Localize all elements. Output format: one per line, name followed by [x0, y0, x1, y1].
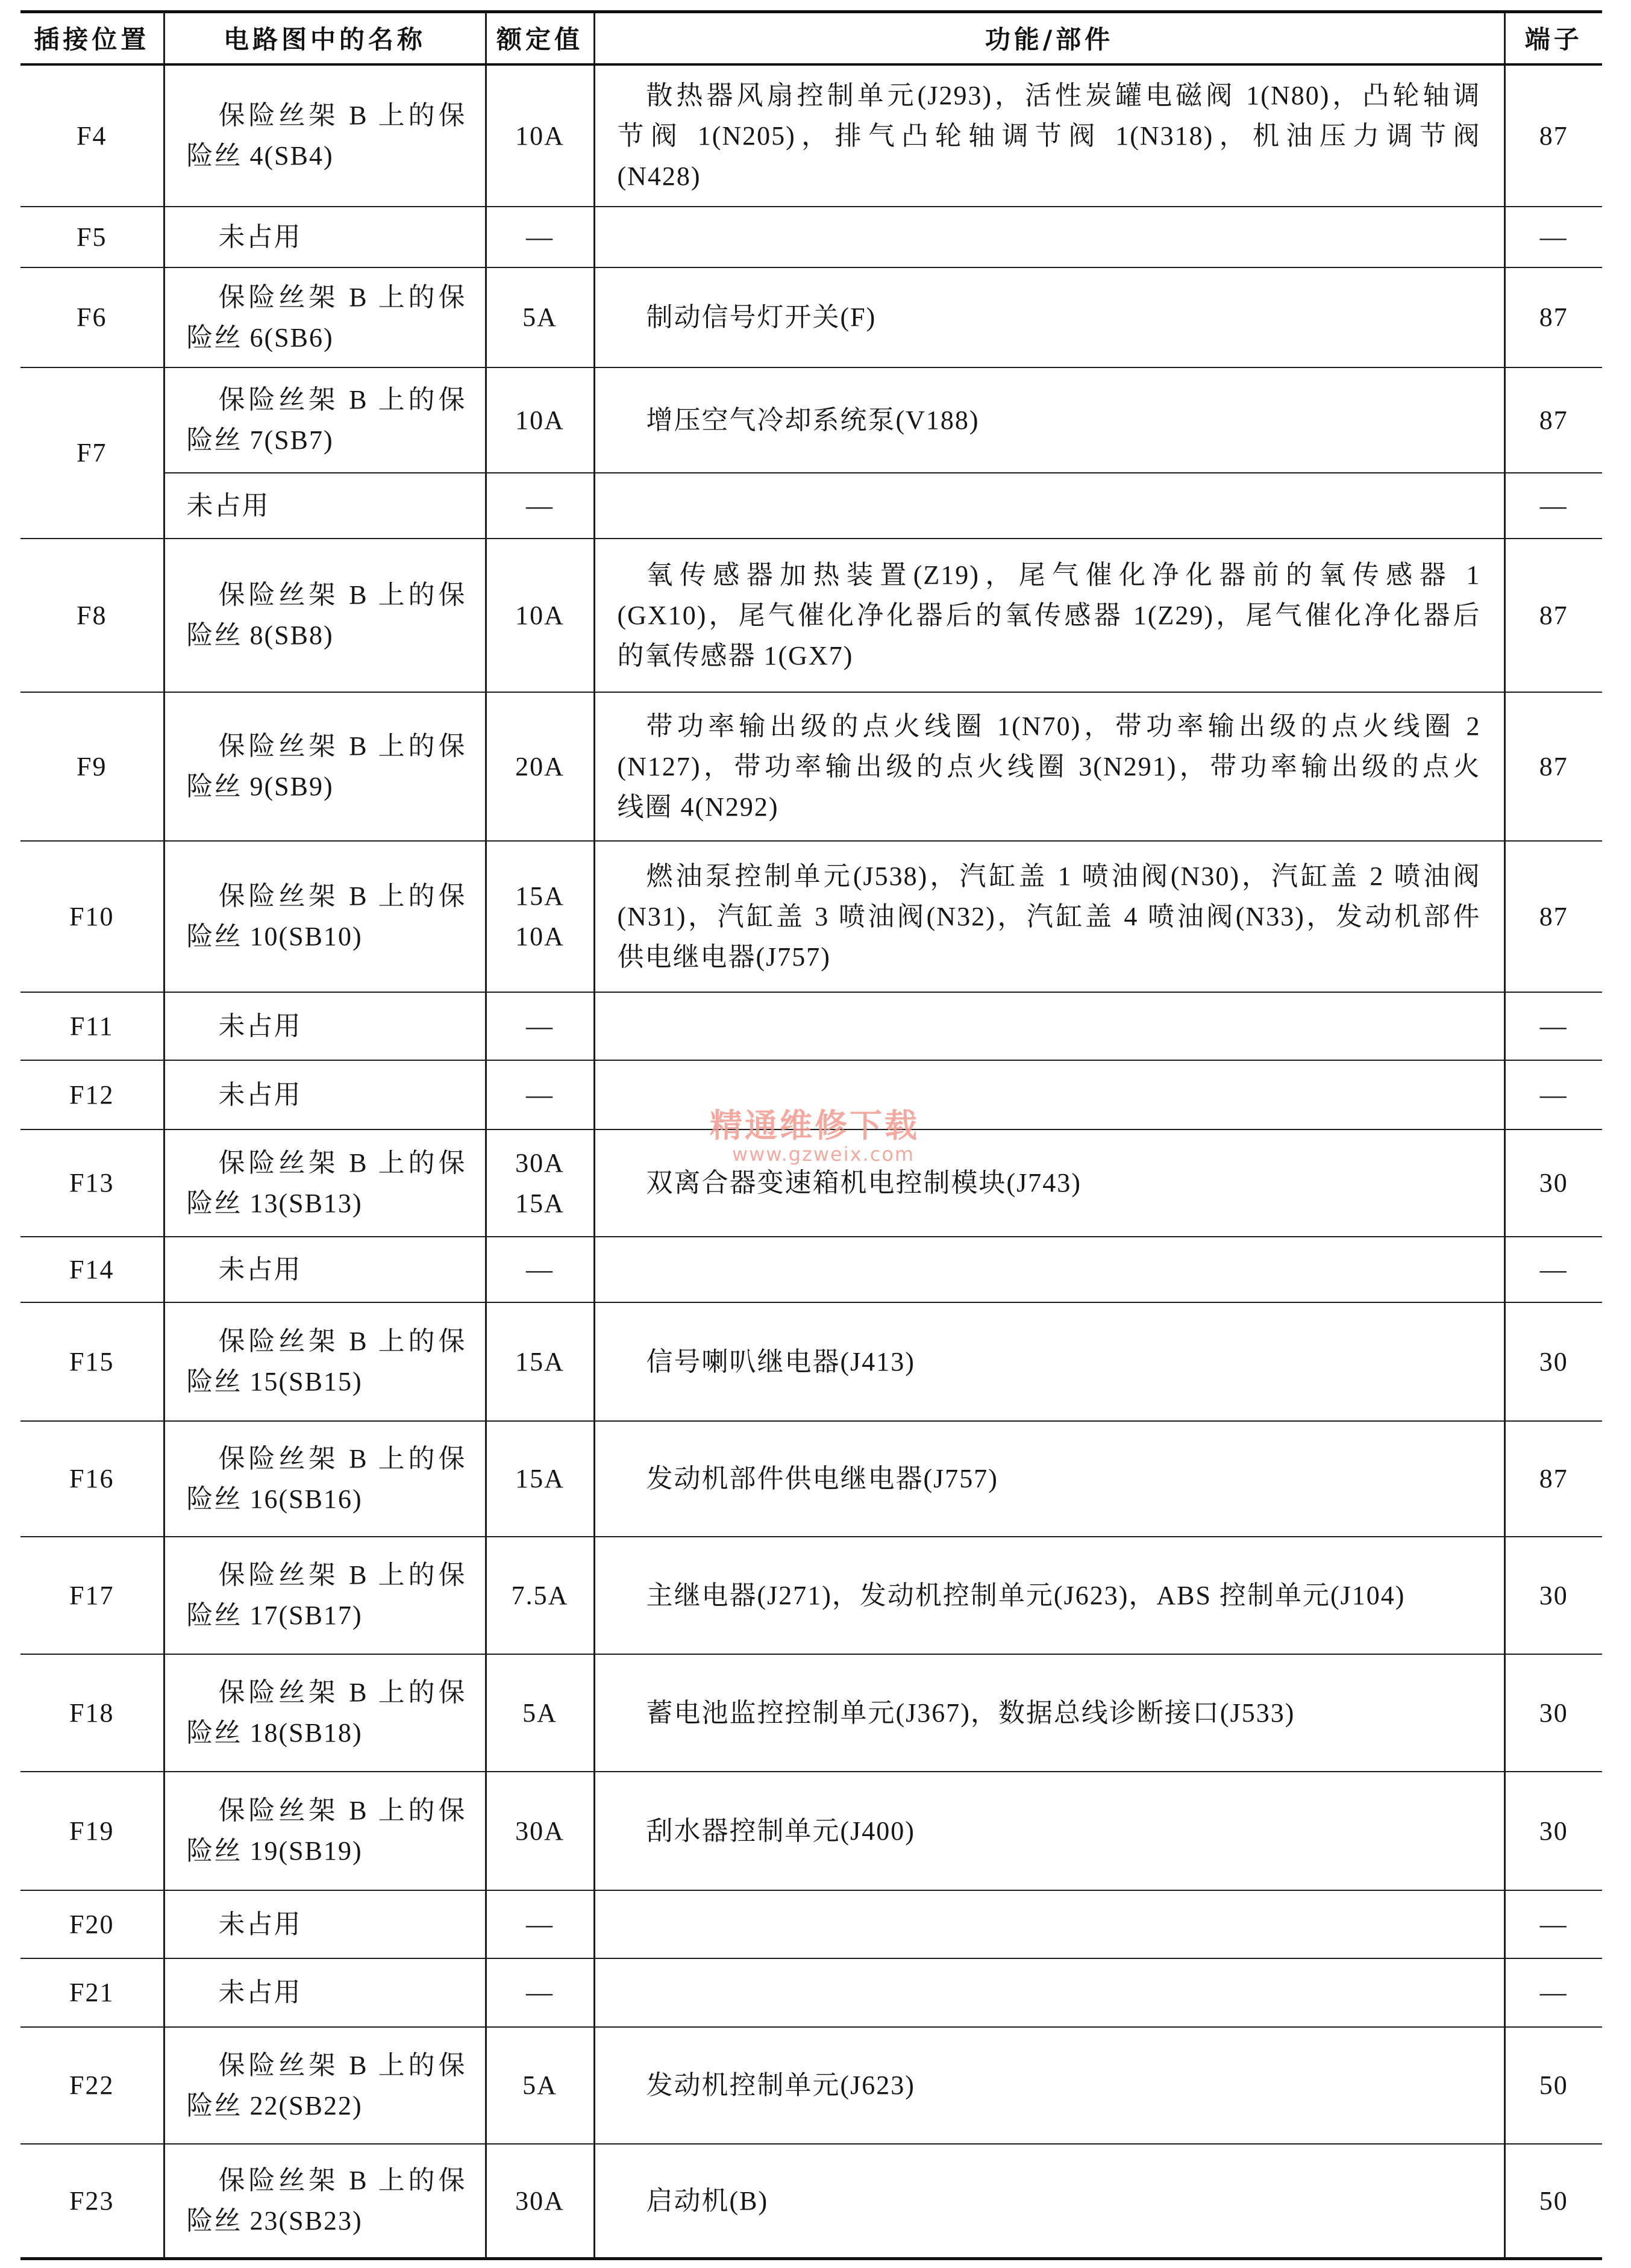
- rating-value: 30A: [515, 1816, 565, 1846]
- position-cell: F22: [20, 2027, 164, 2144]
- rating-cell: [486, 1060, 594, 1129]
- rating-cell: [486, 841, 594, 992]
- rating-cell: [486, 267, 594, 367]
- rating-cell: [486, 1772, 594, 1890]
- rating-cell: [486, 692, 594, 841]
- function-cell: [594, 2144, 1504, 2259]
- fuse-row-f18: [20, 1654, 1602, 1772]
- terminal-cell: 30: [1504, 1654, 1602, 1772]
- function-cell: [594, 1958, 1504, 2027]
- name-line: 保险丝架 B 上的保: [218, 2166, 466, 2196]
- name-cell: [164, 1654, 486, 1772]
- terminal-cell: —: [1504, 1958, 1602, 2027]
- name-line: 保险丝架 B 上的保: [218, 282, 466, 312]
- rating-cell: [486, 367, 594, 473]
- name-line: 保险丝架 B 上的保: [218, 1678, 466, 1707]
- function-cell: [594, 1654, 1504, 1772]
- name-line: 险丝 16(SB16): [186, 1484, 363, 1514]
- rating-cell: [486, 1237, 594, 1302]
- header-rating: 额定值: [486, 12, 594, 64]
- fuse-row-f16: [20, 1421, 1602, 1537]
- terminal-cell: —: [1504, 992, 1602, 1060]
- fuse-row-f14: [20, 1237, 1602, 1302]
- position-cell: F9: [20, 692, 164, 841]
- name-cell: [164, 1237, 486, 1302]
- fuse-row-f10: [20, 841, 1602, 992]
- function-line: 发动机部件供电继电器(J757): [646, 1464, 998, 1493]
- name-cell: [164, 1958, 486, 2027]
- function-cell: [594, 367, 1504, 473]
- name-line: 保险丝架 B 上的保: [218, 2050, 466, 2080]
- header-terminal: 端子: [1504, 12, 1602, 64]
- watermark-title: 精通维修下载: [710, 1106, 919, 1145]
- rating-value: 30A: [515, 1148, 565, 1178]
- name-line: 未占用: [218, 1978, 302, 2007]
- rating-value: 15A: [515, 1188, 565, 1218]
- position-cell: F12: [20, 1060, 164, 1129]
- terminal-cell: 87: [1504, 841, 1602, 992]
- name-cell: [164, 1772, 486, 1890]
- terminal-cell: 87: [1504, 539, 1602, 692]
- rating-cell: [486, 1302, 594, 1421]
- position-cell: F14: [20, 1237, 164, 1302]
- function-cell: [594, 1302, 1504, 1421]
- rating-value: —: [526, 1978, 554, 2007]
- terminal-cell: —: [1504, 473, 1602, 539]
- name-line: 保险丝架 B 上的保: [218, 1796, 466, 1825]
- function-cell: [594, 64, 1504, 207]
- function-cell: [594, 1421, 1504, 1537]
- name-line: 险丝 19(SB19): [186, 1836, 363, 1866]
- name-cell: [164, 539, 486, 692]
- header-function: 功能/部件: [594, 12, 1504, 64]
- name-cell: [164, 992, 486, 1060]
- fuse-row-f22: [20, 2027, 1602, 2144]
- rating-value: —: [526, 222, 554, 252]
- fuse-row-f6: [20, 267, 1602, 367]
- name-cell: [164, 267, 486, 367]
- function-cell: [594, 473, 1504, 539]
- function-cell: [594, 992, 1504, 1060]
- rating-value: 5A: [522, 2070, 557, 2100]
- rating-value: 30A: [515, 2185, 565, 2216]
- function-line: 蓄电池监控控制单元(J367)，数据总线诊断接口(J533): [646, 1698, 1295, 1728]
- fuse-row-f23: [20, 2144, 1602, 2259]
- rating-cell: [486, 2144, 594, 2259]
- function-line: 带功率输出级的点火线圈 1(N70)，带功率输出级的点火线圈 2: [646, 711, 1481, 741]
- fuse-row-f17: [20, 1537, 1602, 1654]
- terminal-cell: —: [1504, 1890, 1602, 1958]
- rating-value: 10A: [515, 922, 565, 951]
- function-cell: [594, 2027, 1504, 2144]
- function-cell: [594, 267, 1504, 367]
- position-cell: F11: [20, 992, 164, 1060]
- terminal-cell: 87: [1504, 64, 1602, 207]
- fuse-row-f9: [20, 692, 1602, 841]
- function-cell: [594, 1237, 1504, 1302]
- function-line: 信号喇叭继电器(J413): [646, 1346, 915, 1376]
- name-line: 险丝 4(SB4): [186, 141, 334, 170]
- name-line: 未占用: [218, 1011, 302, 1041]
- terminal-cell: 87: [1504, 367, 1602, 473]
- function-line: 启动机(B): [646, 2185, 769, 2216]
- terminal-cell: —: [1504, 1237, 1602, 1302]
- name-line: 保险丝架 B 上的保: [218, 1326, 466, 1356]
- rating-value: —: [526, 1079, 554, 1110]
- rating-value: 7.5A: [511, 1580, 569, 1610]
- position-cell: F16: [20, 1421, 164, 1537]
- name-cell: [164, 1129, 486, 1237]
- name-line: 保险丝架 B 上的保: [218, 731, 466, 761]
- name-cell: [164, 1060, 486, 1129]
- name-cell: [164, 1302, 486, 1421]
- function-line: 线圈 4(N292): [617, 792, 779, 822]
- function-line: (N127)，带功率输出级的点火线圈 3(N291)，带功率输出级的点火: [617, 751, 1481, 781]
- name-line: 险丝 6(SB6): [186, 322, 334, 352]
- function-line: 制动信号灯开关(F): [646, 302, 877, 332]
- function-cell: [594, 207, 1504, 267]
- position-cell: F5: [20, 207, 164, 267]
- rating-cell: [486, 1890, 594, 1958]
- rating-cell: [486, 2027, 594, 2144]
- function-line: (GX10)，尾气催化净化器后的氧传感器 1(Z29)，尾气催化净化器后: [617, 600, 1481, 630]
- rating-cell: [486, 1421, 594, 1537]
- rating-value: 10A: [515, 405, 565, 435]
- name-line: 险丝 10(SB10): [186, 922, 363, 951]
- function-cell: [594, 1537, 1504, 1654]
- position-cell: F21: [20, 1958, 164, 2027]
- function-line: 燃油泵控制单元(J538)，汽缸盖 1 喷油阀(N30)，汽缸盖 2 喷油阀: [646, 861, 1481, 891]
- name-line: 险丝 8(SB8): [186, 620, 334, 650]
- function-cell: [594, 539, 1504, 692]
- rating-value: 20A: [515, 751, 565, 781]
- function-cell: [594, 692, 1504, 841]
- fuse-row-f21: [20, 1958, 1602, 2027]
- terminal-cell: 87: [1504, 267, 1602, 367]
- name-line: 保险丝架 B 上的保: [218, 881, 466, 911]
- function-line: 散热器风扇控制单元(J293)，活性炭罐电磁阀 1(N80)，凸轮轴调: [646, 80, 1481, 110]
- function-cell: [594, 1890, 1504, 1958]
- position-cell: F8: [20, 539, 164, 692]
- rating-cell: [486, 1537, 594, 1654]
- function-line: 刮水器控制单元(J400): [646, 1816, 915, 1846]
- rating-value: 15A: [515, 881, 565, 911]
- rating-value: 5A: [522, 302, 557, 332]
- name-line: 保险丝架 B 上的保: [218, 580, 466, 610]
- name-cell: [164, 2144, 486, 2259]
- position-cell: F15: [20, 1302, 164, 1421]
- name-line: 保险丝架 B 上的保: [218, 1443, 466, 1473]
- function-line: (N31)，汽缸盖 3 喷油阀(N32)，汽缸盖 4 喷油阀(N33)，发动机部件: [617, 901, 1481, 931]
- position-cell: F6: [20, 267, 164, 367]
- position-cell: F13: [20, 1129, 164, 1237]
- name-line: 保险丝架 B 上的保: [218, 101, 466, 130]
- name-line: 险丝 23(SB23): [186, 2206, 363, 2236]
- function-line: 发动机控制单元(J623): [646, 2070, 915, 2100]
- terminal-cell: 30: [1504, 1302, 1602, 1421]
- name-line: 未占用: [186, 490, 270, 520]
- name-cell: [164, 692, 486, 841]
- function-line: 主继电器(J271)，发动机控制单元(J623)，ABS 控制单元(J104): [646, 1580, 1406, 1610]
- terminal-cell: 87: [1504, 1421, 1602, 1537]
- terminal-cell: 30: [1504, 1129, 1602, 1237]
- fuse-row-f20: [20, 1890, 1602, 1958]
- header-row: [20, 12, 1602, 64]
- fuse-row-f4: [20, 64, 1602, 207]
- name-cell: [164, 1890, 486, 1958]
- rating-cell: [486, 1129, 594, 1237]
- name-cell: [164, 1537, 486, 1654]
- function-line: 增压空气冷却系统泵(V188): [646, 405, 980, 435]
- function-cell: [594, 841, 1504, 992]
- name-cell: [164, 2027, 486, 2144]
- name-line: 保险丝架 B 上的保: [218, 1148, 466, 1178]
- position-cell: F4: [20, 64, 164, 207]
- rating-value: —: [526, 1909, 554, 1939]
- position-cell: F7: [20, 367, 164, 539]
- function-cell: [594, 1129, 1504, 1237]
- name-line: 险丝 15(SB15): [186, 1367, 363, 1396]
- fuse-row-f8: [20, 539, 1602, 692]
- function-line: (N428): [617, 161, 701, 191]
- name-line: 险丝 7(SB7): [186, 425, 334, 455]
- name-line: 险丝 13(SB13): [186, 1188, 363, 1218]
- position-cell: F19: [20, 1772, 164, 1890]
- terminal-cell: 87: [1504, 692, 1602, 841]
- fuse-row-f11: [20, 992, 1602, 1060]
- fuse-row-f7-unused: [20, 473, 1602, 539]
- name-cell: [164, 1421, 486, 1537]
- header-position: 插接位置: [20, 12, 164, 64]
- terminal-cell: —: [1504, 207, 1602, 267]
- name-line: 保险丝架 B 上的保: [218, 1560, 466, 1590]
- terminal-cell: —: [1504, 1060, 1602, 1129]
- position-cell: F17: [20, 1537, 164, 1654]
- position-cell: F20: [20, 1890, 164, 1958]
- fuse-row-f19: [20, 1772, 1602, 1890]
- rating-cell: [486, 473, 594, 539]
- name-cell: [164, 367, 486, 473]
- rating-value: 5A: [522, 1698, 557, 1728]
- name-line: 险丝 9(SB9): [186, 772, 334, 801]
- rating-value: —: [526, 490, 554, 520]
- name-line: 未占用: [218, 1079, 302, 1110]
- fuse-row-f13: [20, 1129, 1602, 1237]
- terminal-cell: 50: [1504, 2144, 1602, 2259]
- name-cell: [164, 841, 486, 992]
- function-line: 氧传感器加热装置(Z19)，尾气催化净化器前的氧传感器 1: [646, 560, 1481, 590]
- fuse-row-f15: [20, 1302, 1602, 1421]
- name-line: 保险丝架 B 上的保: [218, 385, 466, 414]
- function-line: 节阀 1(N205)，排气凸轮轴调节阀 1(N318)，机油压力调节阀: [617, 120, 1481, 151]
- fuse-row-f5: [20, 207, 1602, 267]
- name-line: 未占用: [218, 222, 302, 252]
- name-line: 险丝 22(SB22): [186, 2090, 363, 2120]
- position-cell: F10: [20, 841, 164, 992]
- rating-cell: [486, 1654, 594, 1772]
- rating-cell: [486, 539, 594, 692]
- fuse-table: [20, 10, 1602, 2260]
- name-cell: [164, 207, 486, 267]
- name-line: 未占用: [218, 1909, 302, 1939]
- position-cell: F18: [20, 1654, 164, 1772]
- fuse-row-f7: [20, 367, 1602, 473]
- function-line: 供电继电器(J757): [617, 942, 831, 972]
- rating-cell: [486, 1958, 594, 2027]
- function-line: 的氧传感器 1(GX7): [617, 640, 854, 670]
- rating-value: 10A: [515, 600, 565, 630]
- function-cell: [594, 1772, 1504, 1890]
- rating-value: —: [526, 1254, 554, 1284]
- position-cell: F23: [20, 2144, 164, 2259]
- rating-value: 10A: [515, 120, 565, 151]
- rating-cell: [486, 64, 594, 207]
- rating-value: 15A: [515, 1346, 565, 1376]
- rating-value: —: [526, 1011, 554, 1041]
- terminal-cell: 30: [1504, 1772, 1602, 1890]
- name-line: 险丝 18(SB18): [186, 1718, 363, 1748]
- watermark-url: www.gzweix.com: [732, 1143, 915, 1166]
- name-cell: [164, 473, 486, 539]
- function-line: 双离合器变速箱机电控制模块(J743): [646, 1168, 1082, 1198]
- function-cell: [594, 1060, 1504, 1129]
- header-name: 电路图中的名称: [164, 12, 486, 64]
- terminal-cell: 50: [1504, 2027, 1602, 2144]
- rating-cell: [486, 992, 594, 1060]
- rating-value: 15A: [515, 1464, 565, 1493]
- terminal-cell: 30: [1504, 1537, 1602, 1654]
- rating-cell: [486, 207, 594, 267]
- fuse-row-f12: [20, 1060, 1602, 1129]
- name-line: 险丝 17(SB17): [186, 1601, 363, 1630]
- name-cell: [164, 64, 486, 207]
- name-line: 未占用: [218, 1254, 302, 1284]
